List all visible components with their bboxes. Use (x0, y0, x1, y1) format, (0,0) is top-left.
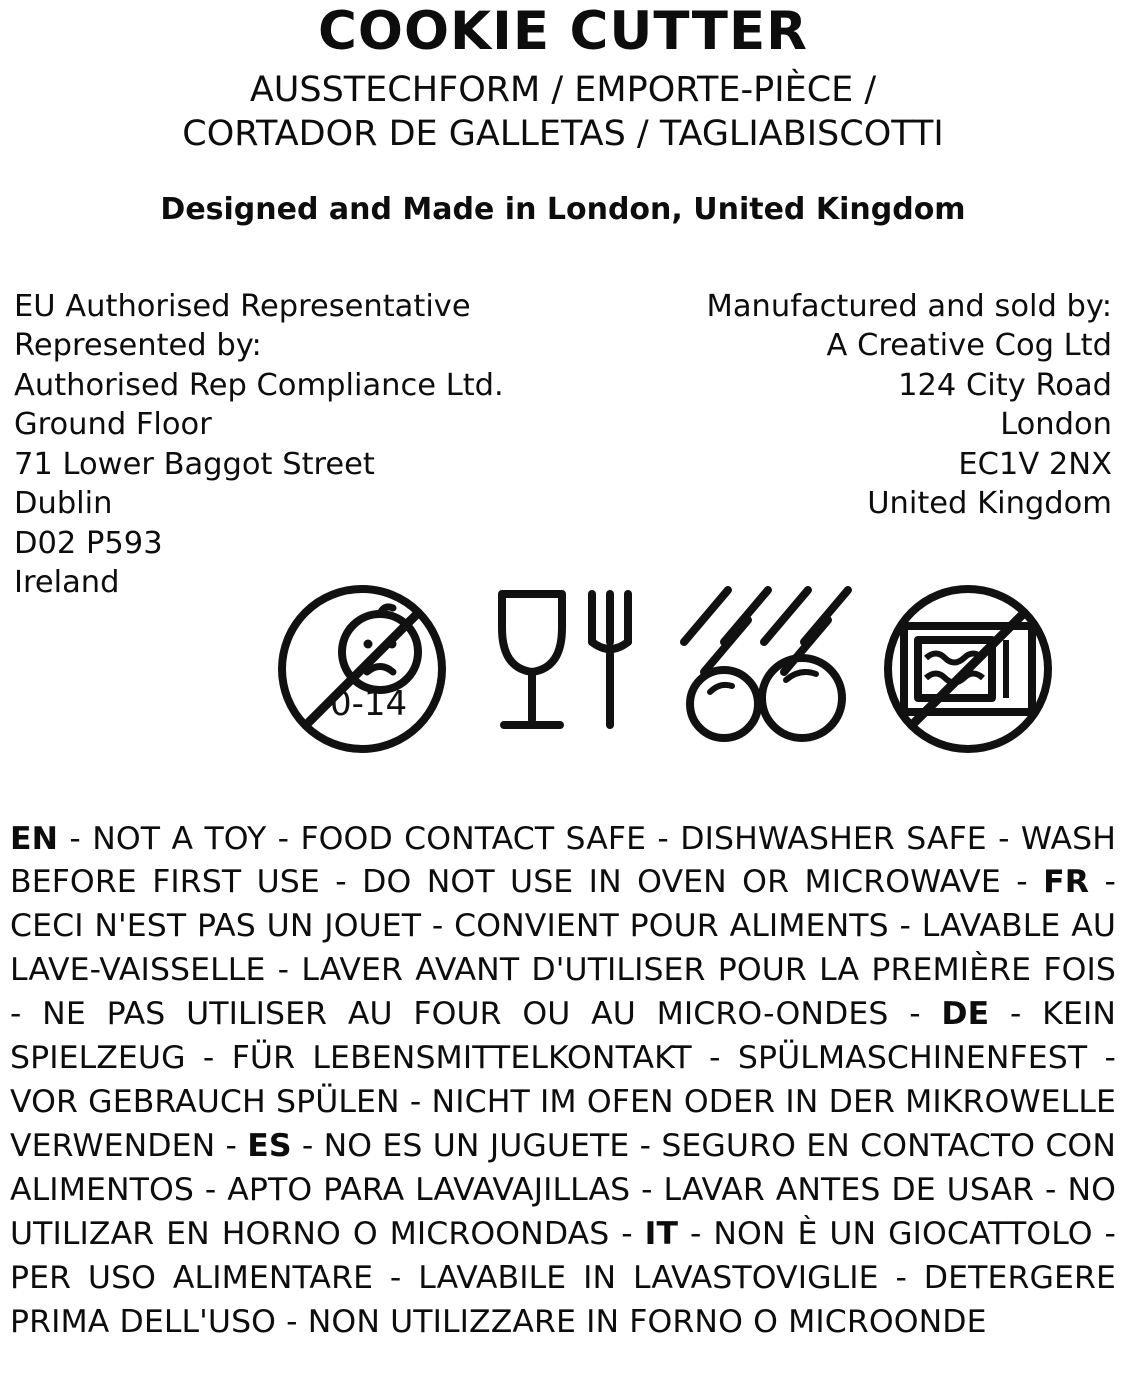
page-title: COOKIE CUTTER (318, 1, 808, 62)
eu-addr-line-3: Authorised Rep Compliance Ltd. (14, 367, 504, 403)
warning-text-fr: - CECI N'EST PAS UN JOUET - CONVIENT POUR ALIMENTS - LAVABLE AU LAVE-VAISSELLE - LAVER AVANT D'UTILISER POUR LA PREMIÈRE FOIS - NE PAS UTILISER AU FOUR OU AU MICRO-ONDES - (10, 864, 1116, 1033)
warning-lang-fr: FR (1043, 864, 1090, 901)
eu-addr-line-4: Ground Floor (14, 407, 212, 443)
no-microwave-icon (874, 579, 1062, 759)
mfr-addr-line-4: London (1000, 407, 1112, 443)
warning-text-es: - NO ES UN JUGUETE - SEGURO EN CONTACTO CON ALIMENTOS - APTO PARA LAVAVAJILLAS - LAVAR ANTES DE USAR - NO UTILIZAR EN HORNO O MICROONDAS - (10, 1128, 1116, 1252)
eu-addr-line-8: Ireland (14, 565, 120, 601)
origin-statement: Designed and Made in London, United Kingdom (160, 191, 966, 227)
mfr-addr-line-2: A Creative Cog Ltd (826, 328, 1112, 364)
eu-addr-line-6: Dublin (14, 486, 113, 522)
manufacturer-address (707, 287, 1112, 524)
svg-text:0-14: 0-14 (330, 684, 408, 724)
mfr-addr-line-3: 124 City Road (898, 367, 1112, 403)
eu-addr-line-1: EU Authorised Representative (14, 288, 471, 324)
mfr-addr-line-5: EC1V 2NX (958, 446, 1112, 482)
dishwasher-safe-icon (672, 579, 860, 759)
label-page (0, 1, 1126, 1396)
eu-addr-line-7: D02 P593 (14, 525, 163, 561)
eu-representative-address (14, 287, 504, 603)
address-section (10, 287, 1116, 603)
warning-lang-es: ES (247, 1128, 292, 1165)
warning-text-it: - NON È UN GIOCATTOLO - PER USO ALIMENTARE - LAVABILE IN LAVASTOVIGLIE - DETERGERE PRIMA DELL'USO - NON UTILIZZARE IN FORNO O MICROONDE (10, 1215, 1116, 1340)
warning-lang-it: IT (644, 1215, 679, 1252)
subtitle-line-1: AUSSTECHFORM / EMPORTE-PIÈCE / (249, 69, 877, 110)
eu-addr-line-5: 71 Lower Baggot Street (14, 446, 375, 482)
eu-addr-line-2: Represented by: (14, 328, 262, 364)
food-safe-glass-fork-icon (470, 579, 658, 759)
mfr-addr-line-1: Manufactured and sold by: (706, 288, 1112, 324)
warning-text-de: - KEIN SPIELZEUG - FÜR LEBENSMITTELKONTAKT - SPÜLMASCHINENFEST - VOR GEBRAUCH SPÜLEN - NICHT IM OFEN ODER IN DER MIKROWELLE VERWENDEN - (10, 996, 1116, 1165)
not-for-children-0-14-icon (268, 579, 456, 759)
translated-product-names (10, 68, 1116, 156)
warning-lang-de: DE (941, 996, 990, 1033)
mfr-addr-line-6: United Kingdom (867, 486, 1112, 522)
subtitle-line-2: CORTADOR DE GALLETAS / TAGLIABISCOTTI (182, 113, 944, 154)
multilingual-warning-text (10, 818, 1116, 1345)
safety-icon-row (268, 579, 1126, 764)
warning-text-en: - NOT A TOY - FOOD CONTACT SAFE - DISHWASHER SAFE - WASH BEFORE FIRST USE - DO NOT USE IN OVEN OR MICROWAVE - (10, 820, 1116, 901)
warning-lang-en: EN (10, 820, 59, 857)
